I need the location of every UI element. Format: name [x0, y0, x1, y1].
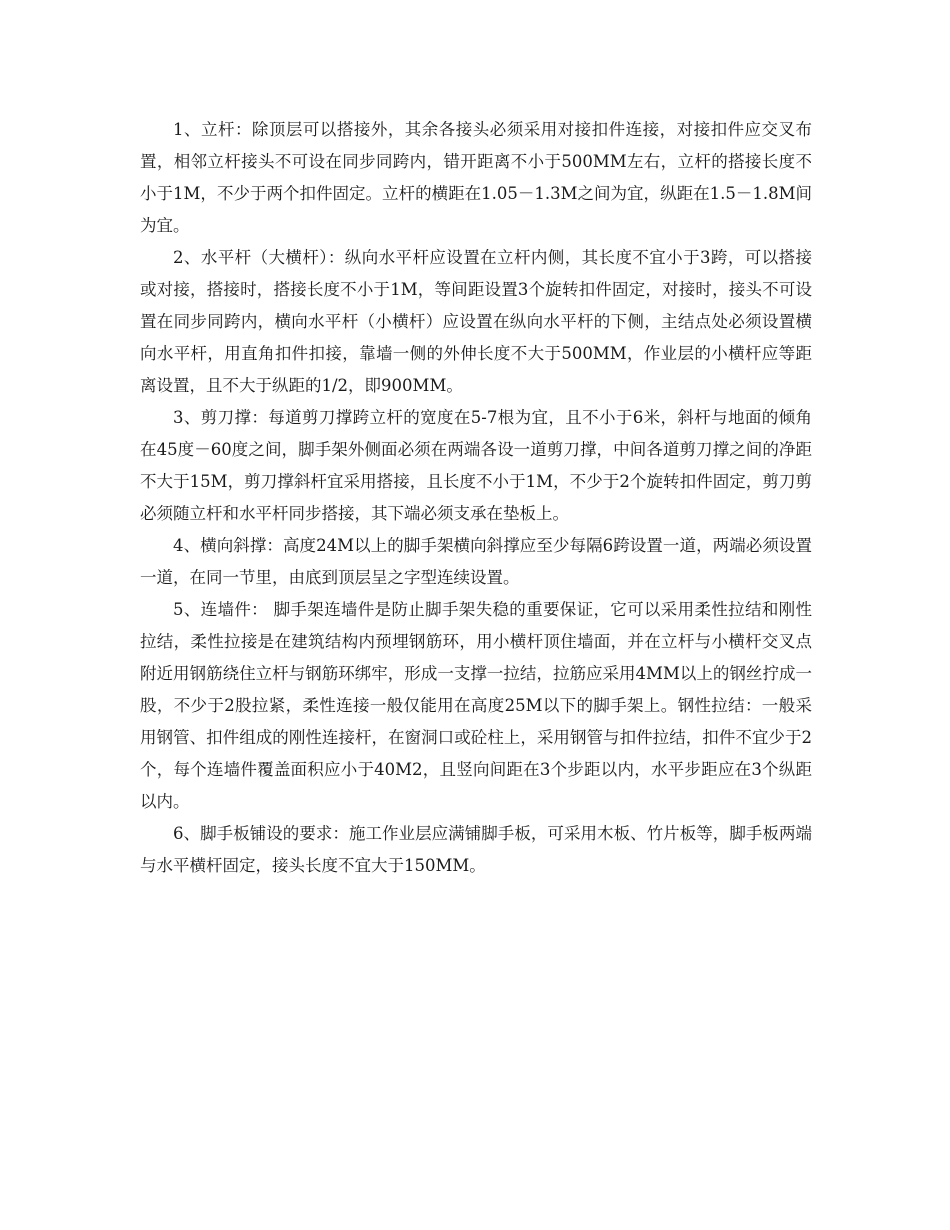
paragraph-upright-pole: 1、立杆：除顶层可以搭接外，其余各接头必须采用对接扣件连接，对接扣件应交叉布置，相邻立杆接头不可设在同步同跨内，错开距离不小于500MM左右，立杆的搭接长度不小于1M，不少于两个扣件固定。立杆的横距在1.05－1.3M之间为宜，纵距在1.5－1.8M间为宜。	[140, 120, 812, 235]
paragraph-scissor-brace: 3、剪刀撑：每道剪刀撑跨立杆的宽度在5-7根为宜，且不小于6米，斜杆与地面的倾角在45度－60度之间，脚手架外侧面必须在两端各设一道剪刀撑，中间各道剪刀撑之间的净距不大于15M，剪刀撑斜杆宜采用搭接，且长度不小于1M，不少于2个旋转扣件固定，剪刀剪必须随立杆和水平杆同步搭接，其下端必须支承在垫板上。	[140, 408, 812, 523]
paragraph-wall-tie: 5、连墙件： 脚手架连墙件是防止脚手架失稳的重要保证，它可以采用柔性拉结和刚性拉结，柔性拉接是在建筑结构内预埋钢筋环，用小横杆顶住墙面，并在立杆与小横杆交叉点附近用钢筋绕住立杆与钢筋环绑牢，形成一支撑一拉结，拉筋应采用4MM以上的钢丝拧成一股，不少于2股拉紧，柔性连接一般仅能用在高度25M以下的脚手架上。钢性拉结：一般采用钢管、扣件组成的刚性连接杆，在窗洞口或砼柱上，采用钢管与扣件拉结，扣件不宜少于2个，每个连墙件覆盖面积应小于40M2，且竖向间距在3个步距以内，水平步距应在3个纵距以内。	[140, 600, 812, 811]
paragraph-transverse-brace: 4、横向斜撑：高度24M以上的脚手架横向斜撑应至少每隔6跨设置一道，两端必须设置一道，在同一节里，由底到顶层呈之字型连续设置。	[140, 536, 812, 587]
paragraph-scaffold-board: 6、脚手板铺设的要求：施工作业层应满铺脚手板，可采用木板、竹片板等，脚手板两端与水平横杆固定，接头长度不宜大于150MM。	[140, 824, 812, 875]
document-body	[140, 114, 812, 882]
paragraph-horizontal-bar: 2、水平杆（大横杆）：纵向水平杆应设置在立杆内侧，其长度不宜小于3跨，可以搭接或对接，搭接时，搭接长度不小于1M，等间距设置3个旋转扣件固定，对接时，接头不可设置在同步同跨内，横向水平杆（小横杆）应设置在纵向水平杆的下侧，主结点处必须设置横向水平杆，用直角扣件扣接，靠墙一侧的外伸长度不大于500MM，作业层的小横杆应等距离设置，且不大于纵距的1/2，即900MM。	[140, 248, 812, 395]
